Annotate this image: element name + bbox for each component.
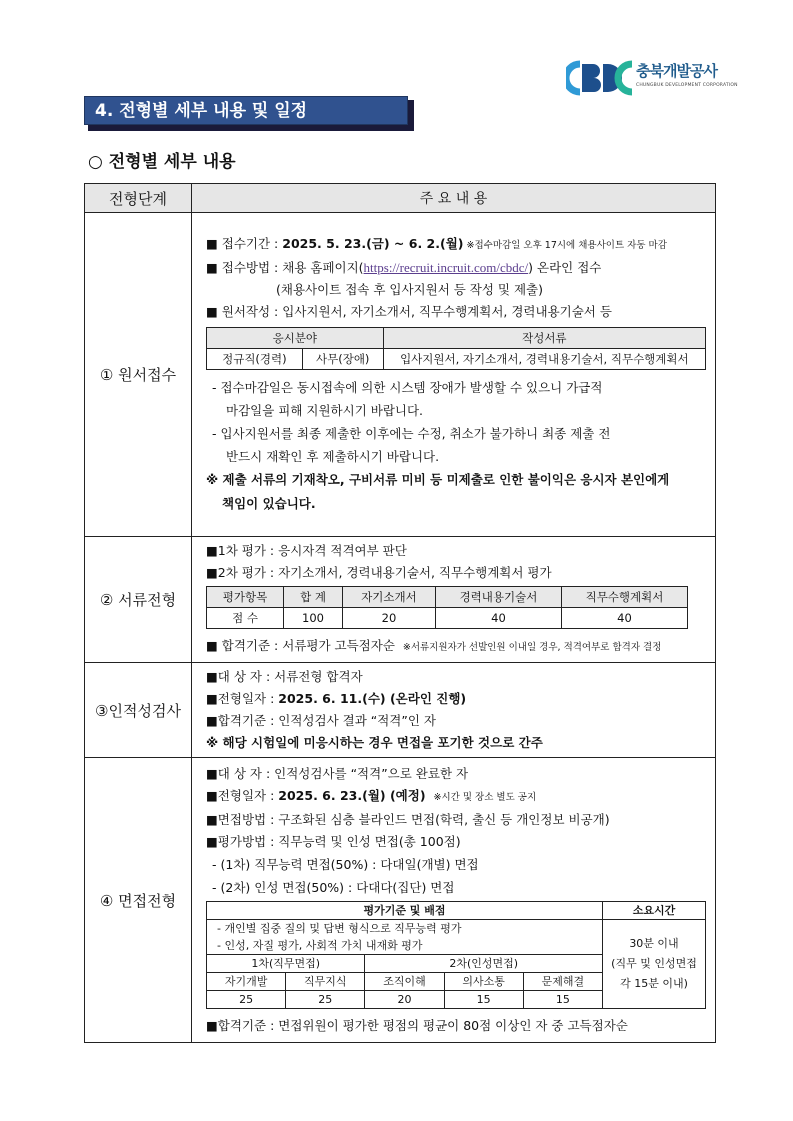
schedule-table bbox=[84, 183, 716, 1043]
notice-line: 반드시 재확인 후 제출하시기 바랍니다. bbox=[226, 449, 440, 464]
score-cell: 20 bbox=[343, 608, 436, 629]
stage-label: ② 서류전형 bbox=[85, 537, 192, 663]
score-cell: 40 bbox=[561, 608, 687, 629]
warning-line: ※ 해당 시험일에 미응시하는 경우 면접을 포기한 것으로 간주 bbox=[206, 735, 543, 750]
criteria-desc: - 개인별 집중 질의 및 답변 형식으로 직무능력 평가 bbox=[207, 920, 603, 938]
item-cell: 조직이해 bbox=[365, 973, 444, 991]
score-cell: 15 bbox=[523, 991, 602, 1009]
score-header: 직무수행계획서 bbox=[561, 587, 687, 608]
section-title: 4. 전형별 세부 내용 및 일정 bbox=[84, 96, 408, 125]
item-cell: 직무지식 bbox=[286, 973, 365, 991]
score-cell: 25 bbox=[207, 991, 286, 1009]
interview-table bbox=[206, 901, 706, 1009]
item-cell: 의사소통 bbox=[444, 973, 523, 991]
score-cell: 25 bbox=[286, 991, 365, 1009]
logo-subtitle: CHUNGBUK DEVELOPMENT CORPORATION bbox=[636, 83, 738, 88]
score-header: 합 계 bbox=[284, 587, 343, 608]
subheading: ○ 전형별 세부 내용 bbox=[88, 152, 236, 172]
date-line: ■전형일자 : 2025. 6. 11.(수) (온라인 진행) bbox=[206, 691, 467, 706]
header-content: 주 요 내 용 bbox=[192, 184, 716, 213]
pass-criteria: ■합격기준 : 면접위원이 평가한 평점의 평균이 80점 이상인 자 중 고득점자순 bbox=[206, 1018, 628, 1033]
criteria-header: 평가기준 및 배점 bbox=[207, 902, 603, 920]
warning-line: ※ 제출 서류의 기재착오, 구비서류 미비 등 미제출로 인한 불이익은 응시자 본인에게 bbox=[206, 472, 670, 487]
doc-cell: 정규직(경력) bbox=[207, 349, 303, 370]
item-cell: 자기개발 bbox=[207, 973, 286, 991]
stage-label: ③인적성검사 bbox=[85, 663, 192, 758]
notice-line: - 입사지원서를 최종 제출한 이후에는 수정, 취소가 불가하니 최종 제출 전 bbox=[212, 426, 611, 441]
doc-cell: 사무(장애) bbox=[302, 349, 383, 370]
stage-row-document-screening bbox=[85, 537, 716, 663]
stage-row-aptitude-test bbox=[85, 663, 716, 758]
time-cell: 30분 이내 (직무 및 인성면접 각 15분 이내) bbox=[603, 920, 706, 1009]
item-cell: 문제해결 bbox=[523, 973, 602, 991]
score-cell: 40 bbox=[435, 608, 561, 629]
score-header: 자기소개서 bbox=[343, 587, 436, 608]
stage-label: ① 원서접수 bbox=[85, 213, 192, 537]
score-header: 평가항목 bbox=[207, 587, 284, 608]
documents-line: ■ 원서작성 : 입사지원서, 자기소개서, 직무수행계획서, 경력내용기술서 등 bbox=[206, 304, 612, 319]
round-header: 1차(직무면접) bbox=[207, 955, 365, 973]
warning-line: 책임이 있습니다. bbox=[222, 496, 316, 511]
section-title-box bbox=[84, 96, 414, 128]
time-header: 소요시간 bbox=[603, 902, 706, 920]
doc-header-field: 응시분야 bbox=[207, 328, 384, 349]
score-header: 경력내용기술서 bbox=[435, 587, 561, 608]
score-table bbox=[206, 586, 688, 629]
doc-header-docs: 작성서류 bbox=[383, 328, 705, 349]
target-line: ■대 상 자 : 서류전형 합격자 bbox=[206, 669, 363, 684]
reception-period: ■ 접수기간 : 2025. 5. 23.(금) ~ 6. 2.(월) ※접수마감일 오후 17시에 채용사이트 자동 마감 bbox=[206, 236, 667, 251]
method-line: ■면접방법 : 구조화된 심층 블라인드 면접(학력, 출신 등 개인정보 비공개) bbox=[206, 812, 610, 827]
eval-line: ■2차 평가 : 자기소개서, 경력내용기술서, 직무수행계획서 평가 bbox=[206, 565, 552, 580]
recruit-link[interactable]: https://recruit.incruit.com/cbdc/ bbox=[363, 260, 529, 275]
reception-detail: (채용사이트 접속 후 입사지원서 등 작성 및 제출) bbox=[276, 282, 543, 297]
score-cell: 15 bbox=[444, 991, 523, 1009]
notice-line: 마감일을 피해 지원하시기 바랍니다. bbox=[226, 403, 424, 418]
round-header: 2차(인성면접) bbox=[365, 955, 603, 973]
score-cell: 100 bbox=[284, 608, 343, 629]
score-cell: 점 수 bbox=[207, 608, 284, 629]
logo-name: 충북개발공사 bbox=[636, 62, 717, 80]
documents-table bbox=[206, 327, 706, 370]
score-cell: 20 bbox=[365, 991, 444, 1009]
target-line: ■대 상 자 : 인적성검사를 “적격”으로 완료한 자 bbox=[206, 766, 469, 781]
eval-method-line: ■평가방법 : 직무능력 및 인성 면접(총 100점) bbox=[206, 834, 461, 849]
stage-row-interview bbox=[85, 758, 716, 1043]
doc-cell: 입사지원서, 자기소개서, 경력내용기술서, 직무수행계획서 bbox=[383, 349, 705, 370]
round-line: - (2차) 인성 면접(50%) : 다대다(집단) 면접 bbox=[212, 880, 455, 895]
eval-line: ■1차 평가 : 응시자격 적격여부 판단 bbox=[206, 543, 407, 558]
reception-method: ■ 접수방법 : 채용 홈페이지(https://recruit.incruit.com/cbdc/) 온라인 접수 bbox=[206, 260, 602, 275]
criteria-desc: - 인성, 자질 평가, 사회적 가치 내재화 평가 bbox=[207, 937, 603, 955]
stage-row-application bbox=[85, 213, 716, 537]
header-stage: 전형단계 bbox=[85, 184, 192, 213]
notice-line: - 접수마감일은 동시접속에 의한 시스템 장애가 발생할 수 있으니 가급적 bbox=[212, 380, 603, 395]
round-line: - (1차) 직무능력 면접(50%) : 다대일(개별) 면접 bbox=[212, 857, 479, 872]
pass-criteria: ■합격기준 : 인적성검사 결과 “적격”인 자 bbox=[206, 713, 436, 728]
stage-label: ④ 면접전형 bbox=[85, 758, 192, 1043]
date-line: ■전형일자 : 2025. 6. 23.(월) (예정) ※시간 및 장소 별도 공지 bbox=[206, 788, 537, 803]
pass-criteria: ■ 합격기준 : 서류평가 고득점자순 ※서류지원자가 선발인원 이내일 경우, 적격여부로 합격자 결정 bbox=[206, 638, 662, 653]
